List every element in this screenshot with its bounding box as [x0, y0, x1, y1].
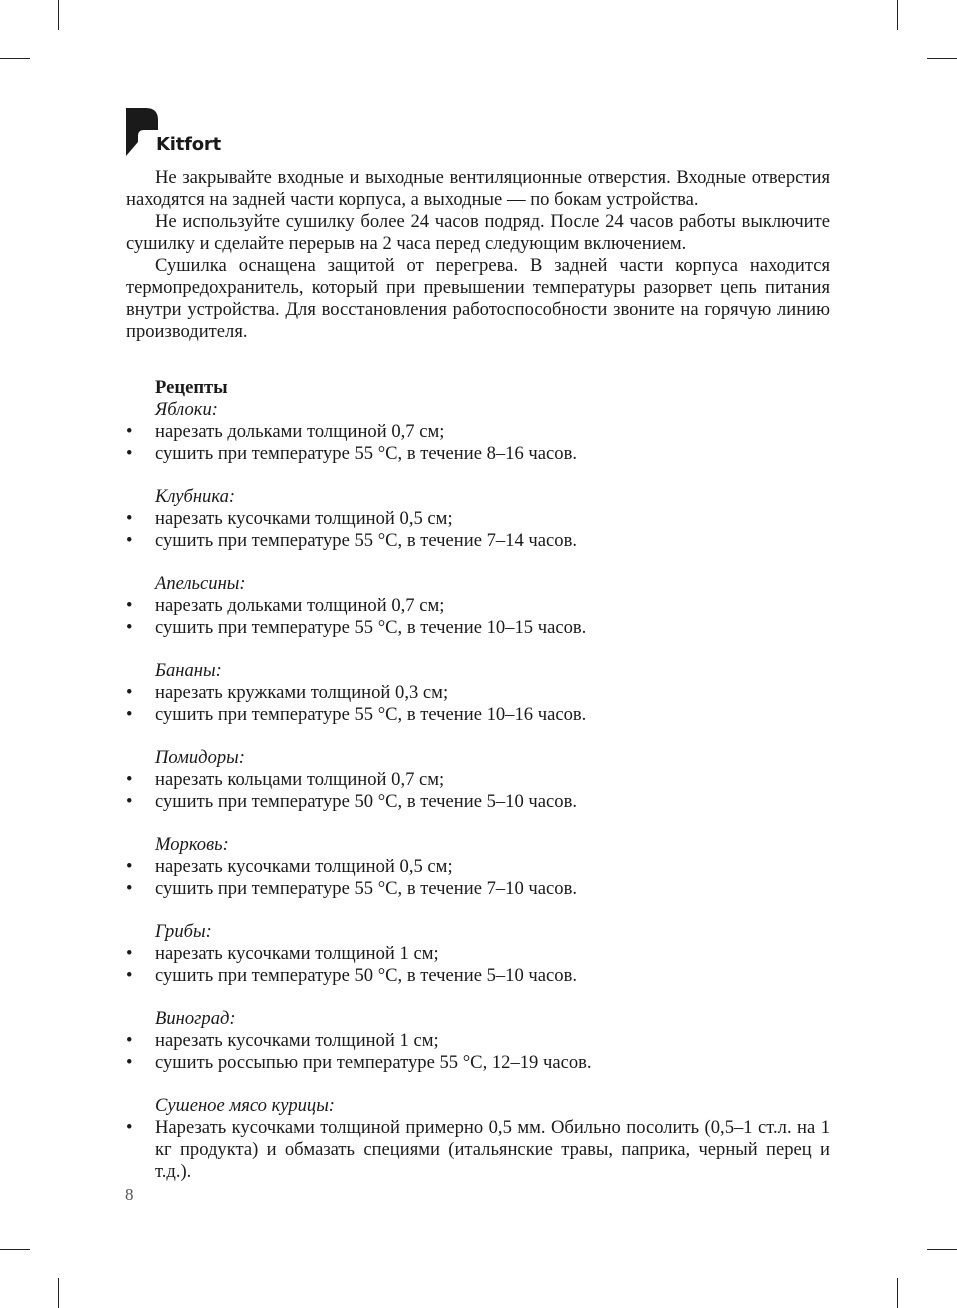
recipe-step-text: нарезать кольцами толщиной 0,7 см; — [155, 769, 445, 790]
recipe-step — [126, 965, 830, 987]
recipe-title: Виноград: — [155, 1008, 236, 1029]
recipe-title: Яблоки: — [155, 399, 218, 420]
recipe-block — [126, 486, 830, 552]
recipe-step — [126, 1052, 830, 1074]
recipe-step-text: сушить при температуре 55 °C, в течение 10–15 часов. — [155, 617, 587, 638]
recipe-step — [126, 704, 830, 726]
recipe-block — [126, 921, 830, 987]
recipe-step-text: нарезать дольками толщиной 0,7 см; — [155, 421, 445, 442]
crop-mark — [58, 1278, 59, 1308]
crop-mark — [0, 1249, 30, 1250]
bullet-icon: • — [126, 943, 133, 964]
recipe-steps — [126, 943, 830, 987]
recipe-step — [126, 943, 830, 965]
page-content — [126, 167, 830, 1183]
recipe-step-text: нарезать кусочками толщиной 0,5 см; — [155, 508, 453, 529]
bullet-icon: • — [126, 878, 133, 899]
bullet-icon: • — [126, 965, 133, 986]
recipe-block — [126, 660, 830, 726]
crop-mark — [927, 1249, 957, 1250]
recipe-block — [126, 573, 830, 639]
crop-mark — [897, 1278, 898, 1308]
bullet-icon: • — [126, 682, 133, 703]
recipe-title: Клубника: — [155, 486, 236, 507]
recipes-heading: Рецепты — [155, 377, 228, 398]
recipe-step — [126, 1117, 830, 1183]
recipe-step-text: сушить при температуре 50 °C, в течение 5–10 часов. — [155, 791, 578, 812]
recipe-step-text: нарезать кружками толщиной 0,3 см; — [155, 682, 449, 703]
recipe-step — [126, 530, 830, 552]
recipe-step-text: сушить при температуре 55 °C, в течение 7–14 часов. — [155, 530, 578, 551]
recipe-step — [126, 856, 830, 878]
intro-paragraph: Не закрывайте входные и выходные вентиляционные отверстия. Входные отверстия находятся на задней части корпуса, а выходные — по бокам устройства. — [126, 167, 830, 210]
recipe-title: Бананы: — [155, 660, 222, 681]
bullet-icon: • — [126, 856, 133, 877]
recipe-title: Морковь: — [155, 834, 229, 855]
intro-paragraph: Сушилка оснащена защитой от перегрева. В задней части корпуса находится термопредохранитель, который при превышении температуры разорвет цепь питания внутри устройства. Для восстановления работоспособности звоните на горячую линию производителя. — [126, 255, 830, 342]
recipe-title: Грибы: — [155, 921, 212, 942]
bullet-icon: • — [126, 791, 133, 812]
recipe-step-text: сушить при температуре 55 °C, в течение 8–16 часов. — [155, 443, 578, 464]
recipe-step — [126, 421, 830, 443]
recipe-step — [126, 1030, 830, 1052]
crop-mark — [0, 58, 30, 59]
bullet-icon: • — [126, 1052, 133, 1073]
recipe-step-text: нарезать кусочками толщиной 0,5 см; — [155, 856, 453, 877]
recipe-block — [126, 834, 830, 900]
crop-mark — [58, 0, 59, 30]
recipe-block — [126, 747, 830, 813]
recipe-step — [126, 682, 830, 704]
bullet-icon: • — [126, 530, 133, 551]
recipe-title: Сушеное мясо курицы: — [155, 1095, 335, 1116]
crop-mark — [927, 58, 957, 59]
brand-name: Kitfort — [156, 134, 222, 155]
recipe-title: Помидоры: — [155, 747, 245, 768]
recipe-steps — [126, 856, 830, 900]
recipes-list — [126, 399, 830, 1183]
recipe-steps — [126, 508, 830, 552]
recipe-step-text: сушить россыпью при температуре 55 °C, 12–19 часов. — [155, 1052, 592, 1073]
kitfort-logo-icon — [126, 108, 158, 158]
recipe-block — [126, 1095, 830, 1183]
recipe-block — [126, 399, 830, 465]
bullet-icon: • — [126, 704, 133, 725]
bullet-icon: • — [126, 1117, 133, 1138]
recipe-steps — [126, 682, 830, 726]
recipe-step-text: нарезать кусочками толщиной 1 см; — [155, 1030, 439, 1051]
intro-paragraph: Не используйте сушилку более 24 часов подряд. После 24 часов работы выключите сушилку и сделайте перерыв на 2 часа перед следующим включением. — [126, 211, 830, 254]
recipe-step-text: сушить при температуре 55 °C, в течение 10–16 часов. — [155, 704, 587, 725]
recipe-step — [126, 769, 830, 791]
bullet-icon: • — [126, 595, 133, 616]
recipe-step-text: нарезать кусочками толщиной 1 см; — [155, 943, 439, 964]
recipe-step — [126, 617, 830, 639]
bullet-icon: • — [126, 617, 133, 638]
crop-mark — [897, 0, 898, 30]
recipe-steps — [126, 595, 830, 639]
recipe-step-text: нарезать дольками толщиной 0,7 см; — [155, 595, 445, 616]
recipe-step — [126, 443, 830, 465]
recipe-step-text: сушить при температуре 55 °C, в течение 7–10 часов. — [155, 878, 578, 899]
recipe-step-text: сушить при температуре 50 °C, в течение 5–10 часов. — [155, 965, 578, 986]
recipe-step-text: Нарезать кусочками толщиной примерно 0,5 мм. Обильно посолить (0,5–1 ст.л. на 1 кг продукта) и обмазать специями (итальянские травы, паприка, черный перец и т.д.). — [155, 1117, 830, 1182]
bullet-icon: • — [126, 421, 133, 442]
recipe-steps — [126, 1117, 830, 1183]
recipe-step — [126, 878, 830, 900]
page-number: 8 — [125, 1185, 134, 1204]
recipe-steps — [126, 1030, 830, 1074]
bullet-icon: • — [126, 769, 133, 790]
recipe-step — [126, 508, 830, 530]
recipe-steps — [126, 421, 830, 465]
bullet-icon: • — [126, 508, 133, 529]
bullet-icon: • — [126, 1030, 133, 1051]
recipe-title: Апельсины: — [155, 573, 246, 594]
bullet-icon: • — [126, 443, 133, 464]
recipe-step — [126, 595, 830, 617]
recipe-block — [126, 1008, 830, 1074]
recipe-steps — [126, 769, 830, 813]
recipe-step — [126, 791, 830, 813]
